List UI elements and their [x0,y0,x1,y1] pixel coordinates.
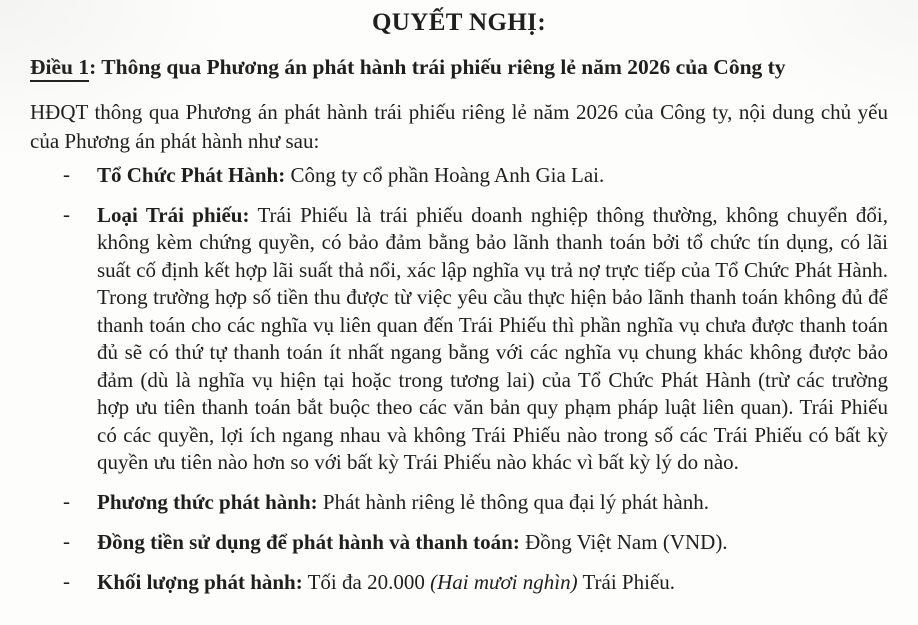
article-title-text: : Thông qua Phương án phát hành trái phiếu riêng lẻ năm 2026 của Công ty [89,55,786,79]
list-item [30,569,888,597]
bullet-text: Phát hành riêng lẻ thông qua đại lý phát hành. [317,490,709,515]
bullet-italic: (Hai mươi nghìn) [430,570,578,595]
list-item [30,202,888,477]
bullet-dash: - [63,489,70,514]
bullet-text: Công ty cổ phần Hoàng Anh Gia Lai. [285,162,605,187]
list-item [30,529,888,557]
bullet-dash: - [63,529,70,554]
bullet-list [30,162,888,597]
bullet-text: Tối đa 20.000 [302,570,431,595]
article-heading [30,54,888,80]
bullet-dash: - [63,569,70,594]
article-number: Điều 1 [30,55,89,82]
bullet-dash: - [63,161,70,186]
bullet-tail: Trái Phiếu. [577,570,676,595]
list-item [30,162,888,190]
bullet-label: Tổ Chức Phát Hành: [97,162,286,187]
bullet-label: Khối lượng phát hành: [97,570,303,595]
list-item [30,489,888,517]
bullet-text: Trái Phiếu là trái phiếu doanh nghiệp thông thường, không chuyển đổi, không kèm chứng quyền, có bảo đảm bằng bảo lãnh thanh toán bởi tổ chức tín dụng, có lãi suất cố định kết hợp lãi suất thả nổi, xác lập nghĩa vụ trả nợ trực tiếp của Tổ Chức Phát Hành. Trong trường hợp số tiền thu được từ việc yêu cầu thực hiện bảo lãnh thanh toán không đủ để thanh toán cho các nghĩa vụ liên quan đến Trái Phiếu thì phần nghĩa vụ chưa được thanh toán đủ sẽ có thứ tự thanh toán ít nhất ngang bằng với các nghĩa vụ chung khác không được bảo đảm (dù là nghĩa vụ hiện tại hoặc trong tương lai) của Tổ Chức Phát Hành (trừ các trường hợp ưu tiên thanh toán bắt buộc theo các văn bản quy phạm pháp luật liên quan). Trái Phiếu có các quyền, lợi ích ngang nhau và không Trái Phiếu nào trong số các Trái Phiếu có bất kỳ quyền ưu tiên nào hơn so với bất kỳ Trái Phiếu nào khác vì bất kỳ lý do nào. [97,202,888,475]
bullet-label: Loại Trái phiếu: [97,202,250,227]
bullet-dash: - [63,201,70,226]
document-title: QUYẾT NGHỊ: [371,9,547,36]
intro-paragraph: HĐQT thông qua Phương án phát hành trái phiếu riêng lẻ năm 2026 của Công ty, nội dung chủ yếu của Phương án phát hành như sau: [30,99,888,153]
bullet-text: Đồng Việt Nam (VND). [519,530,728,555]
bullet-label: Phương thức phát hành: [97,490,318,515]
bullet-label: Đồng tiền sử dụng để phát hành và thanh toán: [97,530,520,555]
